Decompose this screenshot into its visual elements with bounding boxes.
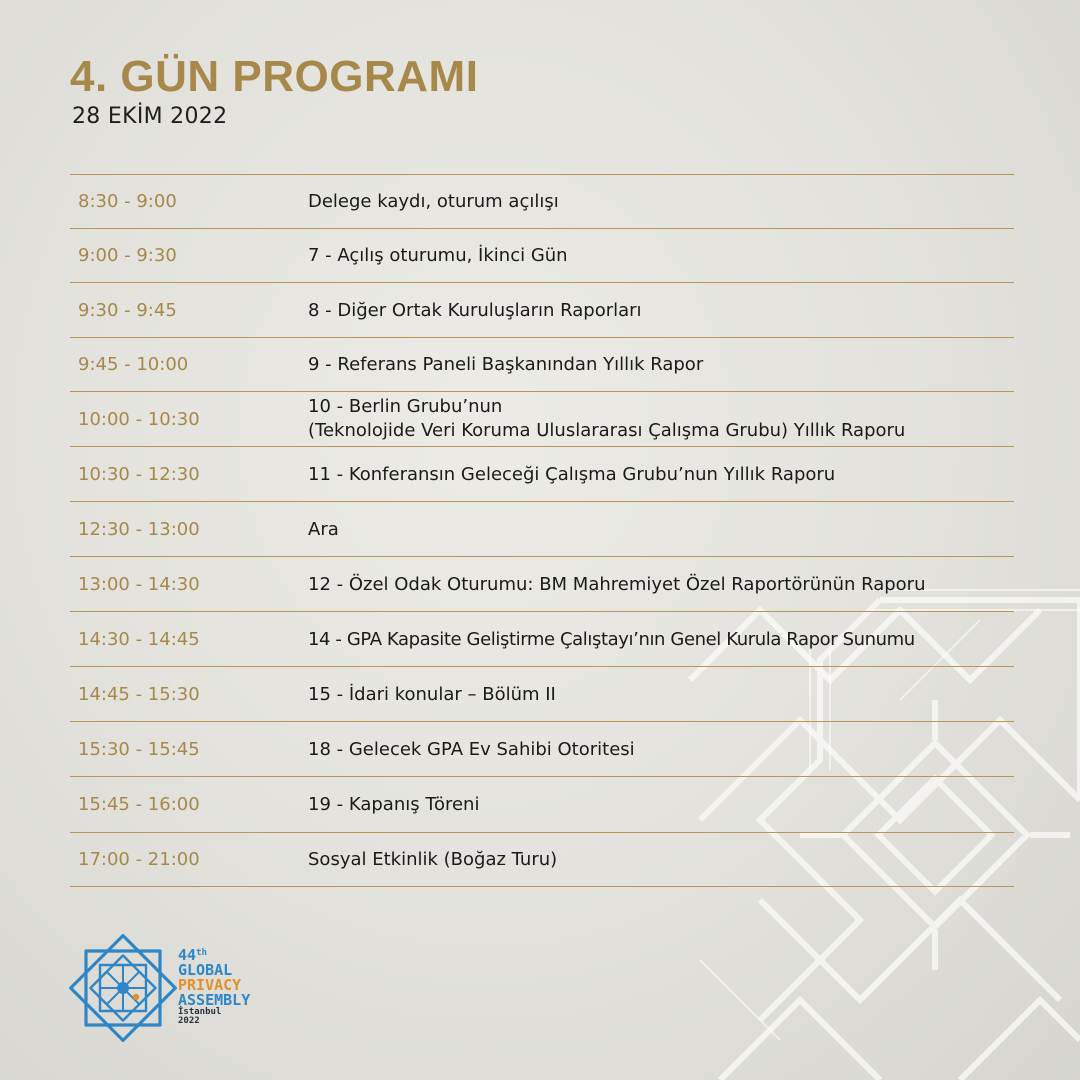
time-slot: 17:00 - 21:00 (78, 849, 200, 870)
session-title: 8 - Diğer Ortak Kuruluşların Raporları (308, 299, 642, 321)
gpa-logo-text (178, 946, 250, 1026)
time-slot: 8:30 - 9:00 (78, 191, 177, 212)
schedule-row (70, 337, 1014, 391)
session-title: 11 - Konferansın Geleceği Çalışma Grubu’nun Yıllık Raporu (308, 463, 836, 485)
schedule-row (70, 446, 1014, 501)
session-title (308, 395, 1014, 443)
time-slot: 9:30 - 9:45 (78, 299, 177, 321)
logo-word-global: GLOBAL (178, 961, 233, 979)
time-slot: 15:30 - 15:45 (78, 738, 200, 760)
time-slot: 10:00 - 10:30 (78, 408, 200, 430)
logo-word-privacy: PRIVACY (178, 976, 242, 994)
logo-edition-number: 44 (178, 946, 197, 964)
schedule-row (70, 174, 1014, 228)
time-slot: 13:00 - 14:30 (78, 573, 200, 595)
schedule-row (70, 832, 1014, 887)
schedule-table (70, 174, 1014, 887)
time-slot: 14:30 - 14:45 (78, 628, 200, 650)
schedule-row (70, 282, 1014, 337)
logo-word-assembly: ASSEMBLY (178, 991, 251, 1009)
session-title: 12 - Özel Odak Oturumu: BM Mahremiyet Özel Raportörünün Raporu (308, 573, 926, 595)
session-title: 15 - İdari konular – Bölüm II (308, 683, 556, 705)
session-title: 18 - Gelecek GPA Ev Sahibi Otoritesi (308, 738, 635, 760)
session-title: 9 - Referans Paneli Başkanından Yıllık Rapor (308, 354, 704, 375)
page-title: 4. GÜN PROGRAMI (70, 52, 479, 101)
session-title-line: 10 - Berlin Grubu’nun (308, 396, 503, 417)
schedule-row (70, 391, 1014, 446)
schedule-row (70, 666, 1014, 721)
logo-edition-suffix: th (196, 948, 207, 958)
time-slot: 9:45 - 10:00 (78, 354, 189, 375)
schedule-row (70, 721, 1014, 776)
schedule-row (70, 776, 1014, 832)
schedule-row (70, 611, 1014, 666)
event-date: 28 EKİM 2022 (72, 104, 228, 129)
time-slot: 12:30 - 13:00 (78, 518, 200, 540)
logo-city: İstanbul (178, 1007, 222, 1017)
time-slot: 9:00 - 9:30 (78, 245, 177, 266)
session-title-line: (Teknolojide Veri Koruma Uluslararası Çalışma Grubu) Yıllık Raporu (308, 420, 906, 441)
session-title: 7 - Açılış oturumu, İkinci Gün (308, 245, 568, 266)
session-title: Sosyal Etkinlik (Boğaz Turu) (308, 849, 558, 870)
time-slot: 10:30 - 12:30 (78, 463, 200, 485)
session-title: Delege kaydı, oturum açılışı (308, 191, 559, 212)
logo-year: 2022 (178, 1016, 200, 1026)
schedule-row (70, 501, 1014, 556)
session-title: Ara (308, 518, 339, 540)
schedule-row (70, 228, 1014, 282)
session-title: 19 - Kapanış Töreni (308, 794, 480, 815)
schedule-row (70, 556, 1014, 611)
time-slot: 14:45 - 15:30 (78, 683, 200, 705)
gpa-logo-emblem (68, 934, 178, 1042)
session-title: 14 - GPA Kapasite Geliştirme Çalıştayı’nın Genel Kurula Rapor Sunumu (308, 628, 915, 650)
time-slot: 15:45 - 16:00 (78, 794, 200, 815)
